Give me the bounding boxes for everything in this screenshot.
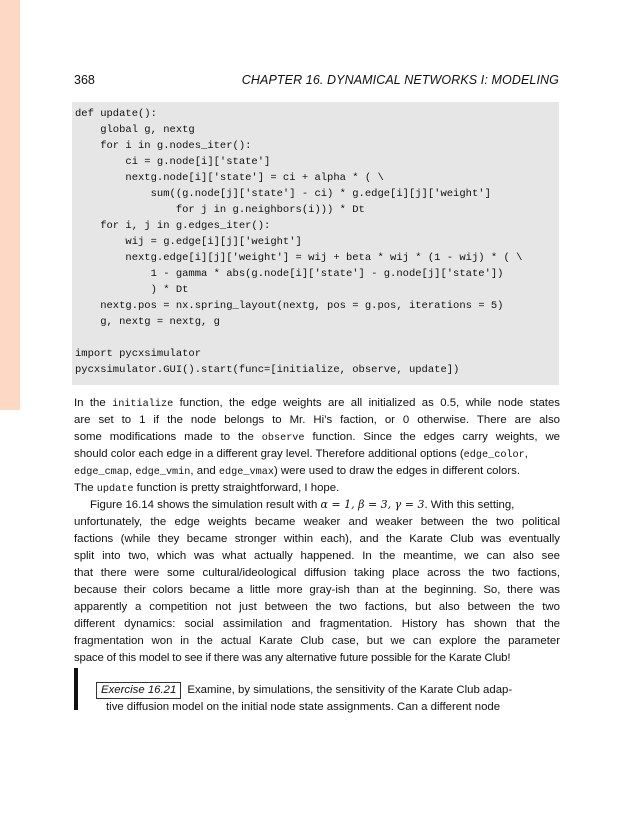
text-run: function is pretty straightforward, I hope. (133, 482, 340, 494)
math-expression: α = 1, β = 3, γ = 3 (320, 498, 425, 511)
paragraph-line (90, 497, 560, 513)
text-run: The (74, 482, 97, 494)
paragraph-line (74, 395, 560, 411)
code-line: for i, j in g.edges_iter(): (75, 220, 271, 232)
code-listing (72, 102, 559, 385)
paragraph-line: split into two, which was what actually happened. In the meantime, we can also see (74, 550, 560, 562)
inline-code: edge_vmin (135, 467, 191, 478)
paragraph-line: different dynamics: social assimilation and fragmentation. History has shown that the (74, 618, 560, 630)
code-line: def update(): (75, 108, 157, 120)
inline-code: observe (261, 433, 305, 444)
paragraph-line: that there were some cultural/ideological diffusion taking place across the two factions, (74, 567, 560, 579)
code-line: global g, nextg (75, 124, 195, 136)
text-run: Figure 16.14 shows the simulation result with (90, 499, 321, 511)
inline-code: edge_cmap (74, 467, 130, 478)
paragraph-line: fragmentation won in the actual Karate Club case, but we can explore the parameter (74, 635, 560, 647)
inline-code: edge_vmax (218, 467, 274, 478)
text-run: , (524, 448, 528, 460)
paragraph-line: apparently a competition not just between the two factions, but also between the two (74, 601, 560, 613)
paragraph-line: are set to 1 if the node belongs to Mr. Hi’s faction, or 0 otherwise. There are also (74, 414, 560, 426)
inline-code: initialize (112, 399, 174, 410)
text-run: Examine, by simulations, the sensitivity of the Karate Club adap- (187, 684, 513, 696)
text-run: ) were used to draw the edges in different colors. (273, 465, 521, 477)
paragraph-line (74, 446, 560, 462)
paragraph-line: factions (while they became stronger within each), and the Karate Club was eventually (74, 533, 560, 545)
text-run: . With this setting, (424, 499, 515, 511)
paragraph-line: because their colors became a little more gray-ish than at the beginning. So, there was (74, 584, 560, 596)
inline-code: edge_color (463, 450, 525, 461)
text-run: In the (74, 397, 113, 409)
code-line: for i in g.nodes_iter(): (75, 140, 252, 152)
code-line: ci = g.node[i]['state'] (75, 156, 271, 168)
exercise-line (96, 681, 547, 699)
exercise-line: tive diffusion model on the initial node state assignments. Can a different node (106, 701, 501, 713)
page-number: 368 (74, 73, 95, 87)
text-run: , and (190, 465, 219, 477)
inline-code: update (96, 484, 134, 495)
code-line: ) * Dt (75, 284, 189, 296)
code-line: g, nextg = nextg, g (75, 316, 220, 328)
code-line: pycxsimulator.GUI().start(func=[initialize, observe, update]) (75, 364, 460, 376)
paragraph-line (74, 480, 560, 496)
code-line: wij = g.edge[i][j]['weight'] (75, 236, 302, 248)
text-run: function, the edge weights are all initialized as 0.5, while node states (173, 397, 560, 409)
exercise-margin-bar (74, 668, 78, 710)
paragraph-line: unfortunately, the edge weights became weaker and weaker between the two political (74, 516, 560, 528)
code-line: nextg.pos = nx.spring_layout(nextg, pos = g.pos, iterations = 5) (75, 300, 504, 312)
exercise-label: Exercise 16.21 (96, 682, 181, 699)
text-run: , (129, 465, 136, 477)
page-edge-band (0, 0, 20, 410)
paragraph-line: space of this model to see if there was any alternative future possible for the Karate Club! (74, 652, 511, 664)
code-line: for j in g.neighbors(i))) * Dt (75, 204, 365, 216)
code-line: sum((g.node[j]['state'] - ci) * g.edge[i][j]['weight'] (75, 188, 491, 200)
paragraph-line (74, 429, 560, 445)
code-line: 1 - gamma * abs(g.node[i]['state'] - g.node[j]['state']) (75, 268, 504, 280)
text-run: some modifications made to the (74, 431, 262, 443)
code-line: nextg.edge[i][j]['weight'] = wij + beta * wij * (1 - wij) * ( \ (75, 252, 523, 264)
code-line: import pycxsimulator (75, 348, 202, 360)
text-run: function. Since the edges carry weights, we (304, 431, 561, 443)
page-header (74, 73, 559, 91)
code-line: nextg.node[i]['state'] = ci + alpha * ( \ (75, 172, 384, 184)
paragraph-line (74, 463, 560, 479)
running-head: CHAPTER 16. DYNAMICAL NETWORKS I: MODELING (241, 73, 559, 87)
text-run: should color each edge in a different gray level. Therefore additional options ( (74, 448, 464, 460)
